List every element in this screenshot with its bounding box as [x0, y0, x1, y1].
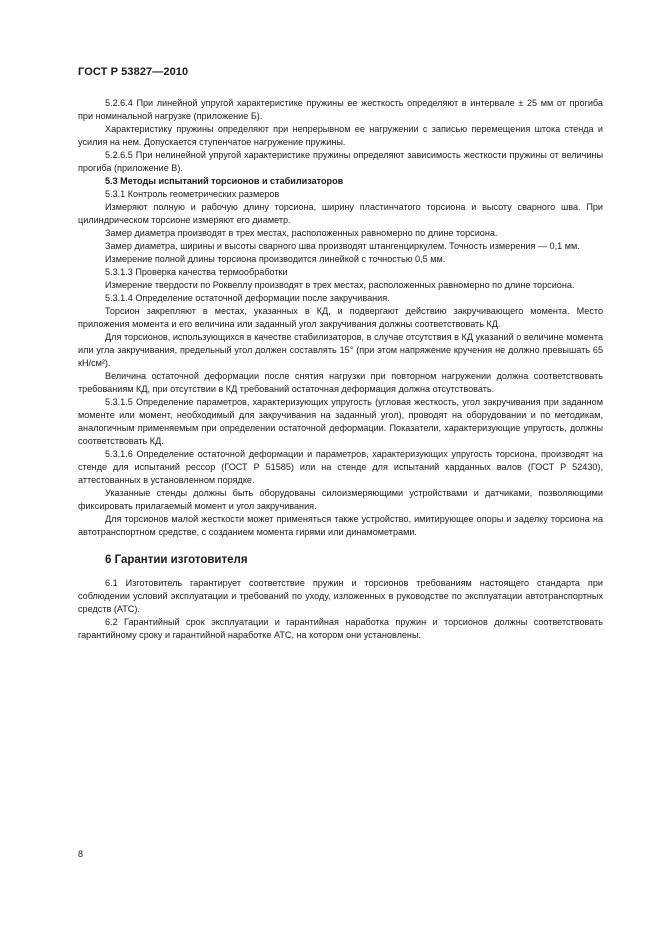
- paragraph: 5.3.1.6 Определение остаточной деформации и параметров, характеризующих упругость торсиона, производят на стенде для испытаний рессор (ГОСТ Р 51585) или на стенде для испытаний карданных валов (ГОСТ Р 52430), аттестованных в установленном порядке.: [78, 449, 603, 485]
- paragraph: Для торсионов, использующихся в качестве стабилизаторов, в случае отсутствия в КД указаний о величине момента или угла закручивания, предельный угол должен составлять 15° (при этом напряжение кручения не должно превышать 65 кН/см²).: [78, 332, 603, 368]
- paragraph: 5.2.6.5 При нелинейной упругой характеристике пружины определяют зависимость жесткости пружины от величины прогиба (приложение В).: [78, 150, 603, 173]
- paragraph: 5.3.1 Контроль геометрических размеров: [105, 189, 280, 199]
- paragraph: 5.3.1.5 Определение параметров, характеризующих упругость (угловая жесткость, угол закручивания при заданном моменте или момент, необходимый для закручивания на заданный угол), проводят на оборудовании и по методикам, аналогичным применяемым при определении остаточной деформации. Показатели, характеризующие упругость, должны соответствовать КД.: [78, 397, 603, 446]
- paragraph: Указанные стенды должны быть оборудованы силоизмеряющими устройствами и датчиками, позволяющими фиксировать прилагаемый момент и угол закручивания.: [78, 488, 603, 511]
- subsection-heading: 5.3 Методы испытаний торсионов и стабилизаторов: [105, 176, 344, 186]
- paragraph: Величина остаточной деформации после снятия нагрузки при повторном нагружении должна соответствовать требованиям КД, при отсутствии в КД требований остаточная деформация должна отсутствовать.: [78, 371, 603, 394]
- paragraph: Измерение твердости по Роквеллу производят в трех местах, расположенных равномерно по длине торсиона.: [105, 280, 575, 290]
- page-body: [78, 97, 603, 642]
- paragraph: 5.3.1.4 Определение остаточной деформации после закручивания.: [105, 293, 390, 303]
- paragraph: 5.2.6.4 При линейной упругой характеристике пружины ее жесткость определяют в интервале ± 25 мм от прогиба при номинальной нагрузке (приложение Б).: [78, 98, 603, 121]
- paragraph: 5.3.1.3 Проверка качества термообработки: [105, 267, 288, 277]
- paragraph: Для торсионов малой жесткости может применяться также устройство, имитирующее опоры и заделку торсиона на автотранспортном средстве, с созданием момента гирями или динамометрами.: [78, 514, 603, 537]
- document-header: ГОСТ Р 53827—2010: [78, 66, 189, 78]
- paragraph: Характеристику пружины определяют при непрерывном ее нагружении с записью перемещения штока стенда и усилия на нем. Допускается ступенчатое нагружение пружины.: [78, 124, 603, 147]
- section-heading: 6 Гарантии изготовителя: [105, 554, 248, 566]
- paragraph: Замер диаметра производят в трех местах, расположенных равномерно по длине торсиона.: [105, 228, 498, 238]
- paragraph: 6.1 Изготовитель гарантирует соответствие пружин и торсионов требованиям настоящего стандарта при соблюдении условий эксплуатации и требований по уходу, изложенных в руководстве по эксплуатации автотранспортных средств (АТС).: [78, 578, 603, 614]
- paragraph: Торсион закрепляют в местах, указанных в КД, и подвергают действию закручивающего момента. Место приложения момента и его величина или заданный угол закручивания должны соответствовать КД.: [78, 306, 603, 329]
- paragraph: Измеряют полную и рабочую длину торсиона, ширину пластинчатого торсиона и высоту сварного шва. При цилиндрическом торсионе измеряют его диаметр.: [78, 202, 603, 225]
- paragraph: Замер диаметра, ширины и высоты сварного шва производят штангенциркулем. Точность измерения — 0,1 мм.: [105, 241, 580, 251]
- paragraph: Измерение полной длины торсиона производится линейкой с точностью 0,5 мм.: [105, 254, 446, 264]
- page-number: 8: [78, 849, 84, 859]
- paragraph: 6.2 Гарантийный срок эксплуатации и гарантийная наработка пружин и торсионов должны соответствовать гарантийному сроку и гарантийной наработке АТС, на котором они установлены.: [78, 617, 603, 640]
